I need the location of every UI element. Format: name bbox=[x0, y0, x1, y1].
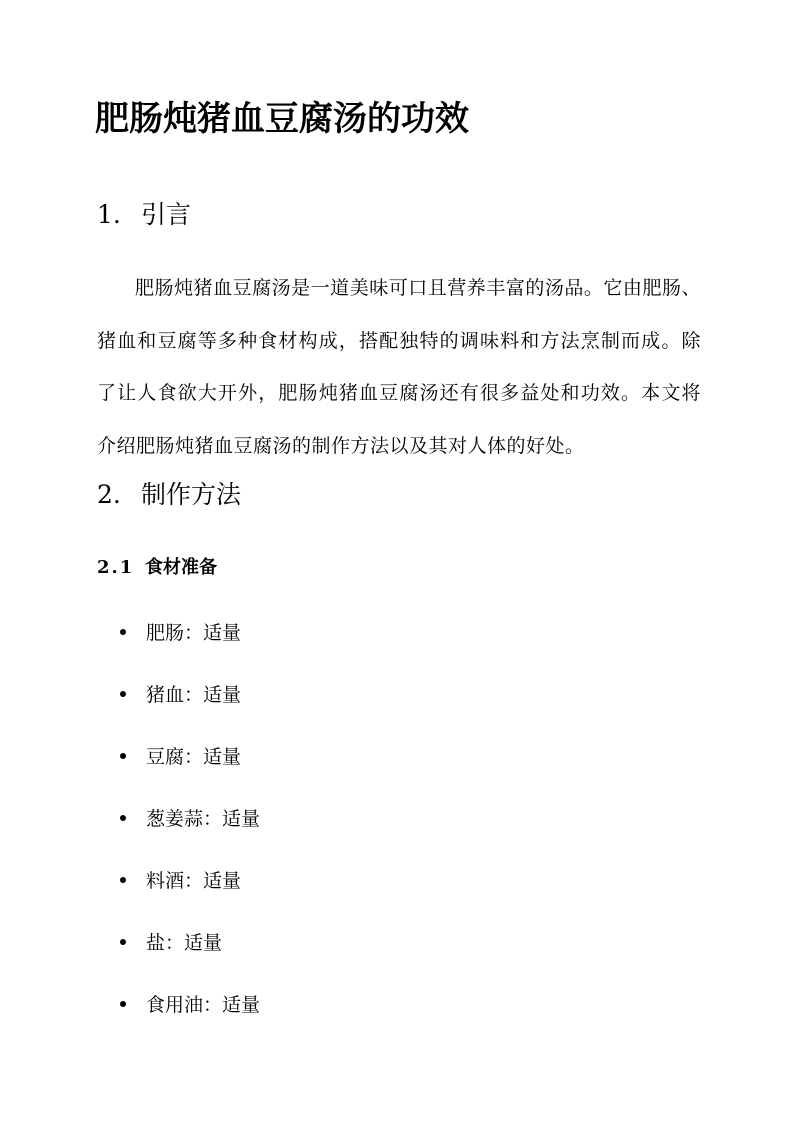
section-number: 2. bbox=[97, 480, 121, 509]
section-title: 制作方法 bbox=[141, 480, 242, 509]
list-item bbox=[120, 990, 260, 1020]
bullet-icon bbox=[120, 629, 126, 635]
ingredient-text: 食用油：适量 bbox=[146, 994, 261, 1016]
subsection-title: 食材准备 bbox=[145, 557, 217, 578]
subsection-number: 2.1 bbox=[97, 557, 135, 578]
ingredient-text: 豆腐：适量 bbox=[146, 746, 242, 768]
subsection-heading-ingredients bbox=[97, 554, 217, 582]
ingredient-text: 料酒：适量 bbox=[146, 870, 242, 892]
list-item bbox=[120, 742, 241, 772]
section-heading-method bbox=[97, 477, 241, 513]
intro-paragraph: 肥肠炖猪血豆腐汤是一道美味可口且营养丰富的汤品。它由肥肠、猪血和豆腐等多种食材构成，搭配独特的调味料和方法烹制而成。除了让人食欲大开外，肥肠炖猪血豆腐汤还有很多益处和功效。本文将介绍肥肠炖猪血豆腐汤的制作方法以及其对人体的好处。 bbox=[97, 277, 701, 457]
ingredient-text: 盐：适量 bbox=[146, 932, 223, 954]
ingredient-text: 猪血：适量 bbox=[146, 684, 242, 706]
bullet-icon bbox=[120, 753, 126, 759]
section-title: 引言 bbox=[141, 200, 192, 229]
list-item bbox=[120, 866, 241, 896]
bullet-icon bbox=[120, 939, 126, 945]
ingredient-text: 葱姜蒜：适量 bbox=[146, 808, 261, 830]
bullet-icon bbox=[120, 877, 126, 883]
list-item bbox=[120, 680, 241, 710]
section-number: 1. bbox=[97, 200, 121, 229]
list-item bbox=[120, 804, 260, 834]
section-heading-intro bbox=[97, 197, 191, 233]
page-title: 肥肠炖猪血豆腐汤的功效 bbox=[95, 99, 469, 139]
bullet-icon bbox=[120, 1001, 126, 1007]
list-item bbox=[120, 928, 222, 958]
bullet-icon bbox=[120, 815, 126, 821]
list-item bbox=[120, 618, 241, 648]
bullet-icon bbox=[120, 691, 126, 697]
ingredient-text: 肥肠：适量 bbox=[146, 622, 242, 644]
